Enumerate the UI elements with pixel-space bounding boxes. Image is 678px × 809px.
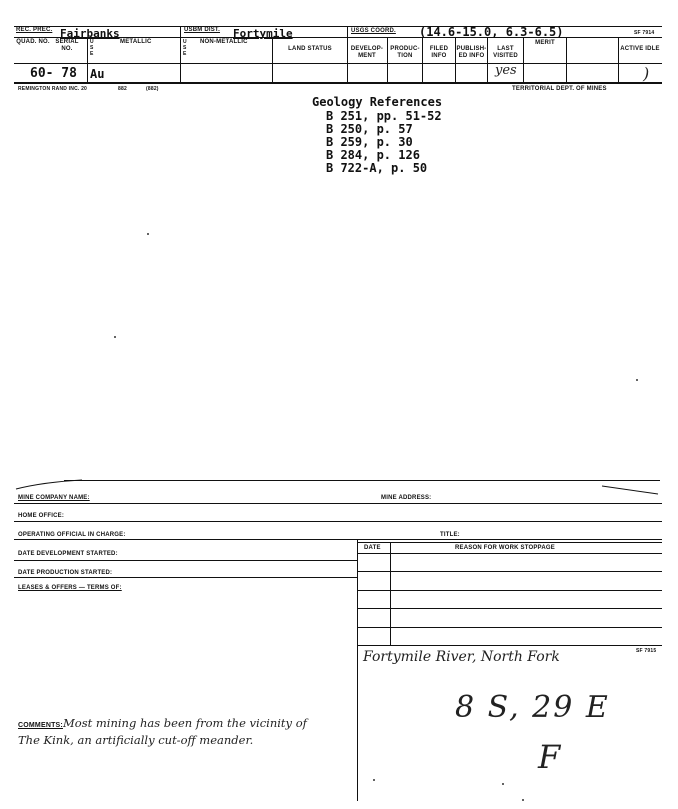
torn-edge-mark-right	[600, 484, 660, 496]
scan-speck	[636, 379, 638, 381]
published-value[interactable]: yes	[495, 63, 517, 78]
operating-official-label: OPERATING OFFICIAL IN CHARGE:	[18, 532, 126, 538]
form-number-top: SF 7914	[634, 30, 655, 36]
last-visited-label: LAST VISITED	[493, 46, 518, 59]
metallic-value[interactable]: Au	[90, 67, 105, 81]
quad-no-label: QUAD. NO.	[16, 39, 50, 45]
comments-label: COMMENTS:	[18, 722, 63, 729]
home-office-label: HOME OFFICE:	[18, 513, 65, 519]
form-number-bottom: SF 7915	[636, 648, 657, 654]
reason-column-label: REASON FOR WORK STOPPAGE	[455, 545, 555, 551]
date-column-label: DATE	[364, 545, 381, 551]
date-production-label: DATE PRODUCTION STARTED:	[18, 570, 113, 576]
quad-serial-value[interactable]: 60- 78	[30, 66, 77, 81]
usgs-coord-value[interactable]: (14.6-15.0, 6.3-6.5)	[419, 25, 564, 39]
torn-edge-mark	[14, 479, 84, 491]
usbm-dist-label: USBM DIST.	[184, 27, 221, 33]
active-idle-mark[interactable]: )	[643, 64, 650, 83]
published-info-label: PUBLISH- ED INFO	[456, 46, 487, 59]
geology-ref: B 251, pp. 51-52	[326, 109, 442, 123]
agency-imprint: TERRITORIAL DEPT. OF MINES	[512, 86, 607, 92]
scan-speck	[522, 799, 524, 801]
development-label: DEVELOP- MENT	[350, 46, 384, 59]
serial-no-label: SERIAL NO.	[55, 39, 79, 52]
geology-ref: B 722-A, p. 50	[326, 161, 428, 175]
comments-line-2[interactable]: The Kink, an artificially cut-off meander.	[18, 733, 254, 747]
form-code-2: (882)	[146, 86, 159, 92]
use-code-metallic: U S E	[90, 39, 94, 57]
metallic-label: METALLIC	[120, 39, 152, 45]
mine-company-name-label: MINE COMPANY NAME:	[18, 495, 90, 501]
location-note[interactable]: Fortymile River, North Fork	[363, 649, 560, 665]
scan-speck	[114, 336, 116, 338]
geology-ref: B 250, p. 57	[326, 122, 413, 136]
filed-info-label: FILED INFO	[429, 46, 449, 59]
usbm-dist-value[interactable]: Fortymile	[233, 27, 293, 40]
mine-address-label: MINE ADDRESS:	[381, 495, 432, 501]
form-code-1: 882	[118, 86, 127, 92]
title-label: TITLE:	[440, 532, 460, 538]
rec-prec-label: REC. PREC.	[16, 27, 53, 33]
rec-prec-value[interactable]: Fairbanks	[60, 27, 120, 40]
merit-label: MERIT	[535, 40, 555, 46]
geology-ref: B 259, p. 30	[326, 135, 413, 149]
date-development-label: DATE DEVELOPMENT STARTED:	[18, 551, 118, 557]
leases-offers-label: LEASES & OFFERS — TERMS OF:	[18, 585, 122, 591]
usgs-coord-label: USGS COORD.	[351, 28, 396, 34]
use-code-nonmetallic: U S E	[183, 39, 187, 57]
active-idle-label: ACTIVE IDLE	[620, 46, 660, 52]
production-label: PRODUC- TION	[390, 46, 420, 59]
comments-line-1[interactable]: Most mining has been from the vicinity of	[63, 716, 307, 730]
scan-speck	[502, 783, 504, 785]
non-metallic-label: NON-METALLIC	[200, 39, 248, 45]
land-status-label: LAND STATUS	[288, 46, 332, 52]
township-range[interactable]: 8 S, 29 E	[455, 690, 610, 725]
scan-speck	[373, 779, 375, 781]
scan-speck	[147, 233, 149, 235]
geology-ref: B 284, p. 126	[326, 148, 420, 162]
meridian-mark[interactable]: F	[538, 738, 561, 776]
geology-references-title: Geology References	[312, 95, 443, 109]
printer-imprint: REMINGTON RAND INC. 20	[18, 86, 88, 92]
